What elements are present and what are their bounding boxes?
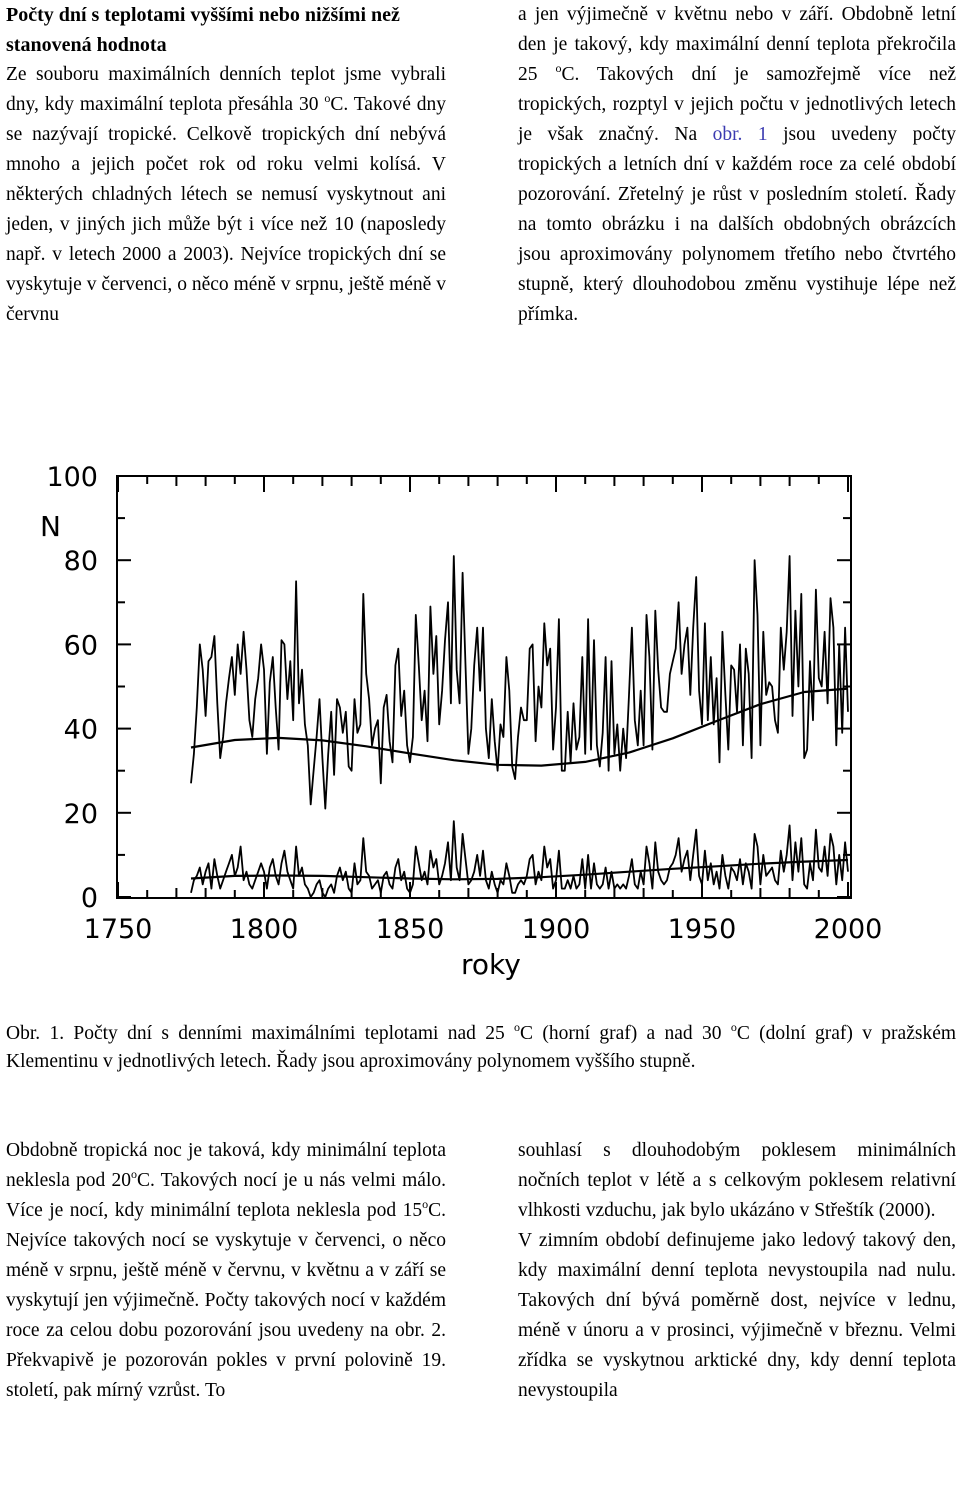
- series-layer: [191, 556, 848, 897]
- figure-caption: [6, 1020, 956, 1076]
- section-heading: Počty dní s teplotami vyššími nebo nižšími než stanovená hodnota: [6, 4, 400, 56]
- y-axis-title: N: [40, 510, 61, 543]
- column-top-right: [518, 0, 956, 330]
- x-tick-label: 1800: [229, 914, 299, 945]
- text-run: jsou uvedeny počty tropických a letních dní v každém roce za celé období pozorování. Zřetelný je růst v posledním století. Řady na tomto obrázku i na dalších obdobných obrázcích jsou aproximovány polynomem třetího nebo čtvrtého stupně, který dlouhodobou změnu vystihuje lépe než přímka.: [518, 124, 956, 325]
- text-run: C. Takových nocí je u nás velmi málo. Více je nocí, kdy minimální teplota neklesla pod 15: [6, 1170, 446, 1221]
- y-tick-label: 60: [63, 630, 98, 662]
- text-run: Ze souboru maximálních denních teplot jsme vybrali dny, kdy maximální teplota přesáhla 30: [6, 64, 446, 115]
- degree-superscript: o: [422, 1197, 429, 1211]
- text-run: C. Nejvíce takových nocí se vyskytuje v červenci, o něco méně v srpnu, ještě méně v červnu, v květnu a v září se vyskytují jen výjimečně. Počty takových nocí v každém roce za celou dobu pozorování jsou uvedeny na obr. 2. Překvapivě je pozorován pokles v první polovině 19. století, pak mírný vzrůst. To: [6, 1200, 446, 1401]
- text-run: C (horní graf) a nad 30: [520, 1023, 731, 1044]
- y-tick-label: 0: [80, 883, 98, 914]
- text-run: C. Takových dní je samozřejmě více než tropických, rozptyl v jejich počtu v jednotlivých letech je však značný. Na: [518, 64, 957, 145]
- x-tick-labels: [84, 914, 883, 945]
- paragraph-tropical-days: [6, 60, 446, 330]
- column-bottom-left: [6, 1136, 446, 1406]
- text-run: C (dolní graf) v pražském Klementinu v jednotlivých letech. Řady jsou aproximovány polynomem vyššího stupně.: [6, 1023, 957, 1072]
- y-tick-label: 80: [63, 546, 98, 578]
- column-top-left: [6, 0, 446, 330]
- degree-superscript: o: [555, 61, 562, 75]
- text-run: Obdobně tropická noc je taková, kdy minimální teplota neklesla pod 20: [6, 1140, 446, 1191]
- text-run: C. Takové dny se nazývají tropické. Celkově tropických dní nebývá mnoho a jejich počet rok od roku velmi kolísá. V některých chladných létech se nemusí vyskytnout ani jeden, v jiných jich může být i více než 10 (naposledy např. v letech 2000 a 2003). Nejvíce tropických dní se vyskytuje v červenci, o něco méně v srpnu, ještě méně v červnu: [6, 94, 446, 325]
- y-tick-label: 100: [46, 462, 98, 493]
- x-tick-label: 1750: [83, 914, 153, 945]
- degree-superscript: o: [514, 1020, 521, 1034]
- x-tick-label: 1900: [521, 914, 591, 945]
- degree-superscript: o: [324, 91, 331, 105]
- series-line-1: [191, 556, 848, 809]
- paragraph-summer-days: [518, 0, 956, 330]
- column-bottom-right: [518, 1136, 956, 1406]
- series-line-2: [191, 821, 848, 897]
- paragraph-tropical-nights: [6, 1136, 446, 1406]
- paragraph-ice-days: V zimním období definujeme jako ledový takový den, kdy maximální denní teplota nevystoupila nad nulu. Takových dní bývá poměrně dost, nejvíce v lednu, méně v únoru a v prosinci, výjimečně v březnu. Velmi zřídka se vyskytnou arktické dny, kdy denní teplota nevystoupila: [518, 1230, 956, 1401]
- x-tick-label: 1850: [375, 914, 445, 945]
- text-run: Obr. 1. Počty dní s denními maximálními teplotami nad 25: [6, 1023, 515, 1044]
- x-axis-title: roky: [461, 948, 521, 981]
- x-tick-label: 2000: [813, 914, 883, 945]
- figure-1-chart: [0, 446, 960, 986]
- y-tick-label: 40: [63, 714, 98, 746]
- figure-reference-link[interactable]: obr. 1: [712, 124, 768, 145]
- degree-superscript: o: [130, 1167, 137, 1181]
- y-tick-label: 20: [63, 798, 98, 830]
- x-tick-label: 1950: [667, 914, 737, 945]
- text-run: a jen výjimečně v květnu nebo v září. Obdobně letní den je takový, kdy maximální denní teplota překročila 25: [518, 4, 956, 85]
- degree-superscript: o: [730, 1020, 737, 1034]
- paragraph-humidity: souhlasí s dlouhodobým poklesem minimálních nočních teplot v létě a s celkovým poklesem relativní vlhkosti vzduchu, jak bylo ukázáno v Střeštík (2000).: [518, 1140, 956, 1221]
